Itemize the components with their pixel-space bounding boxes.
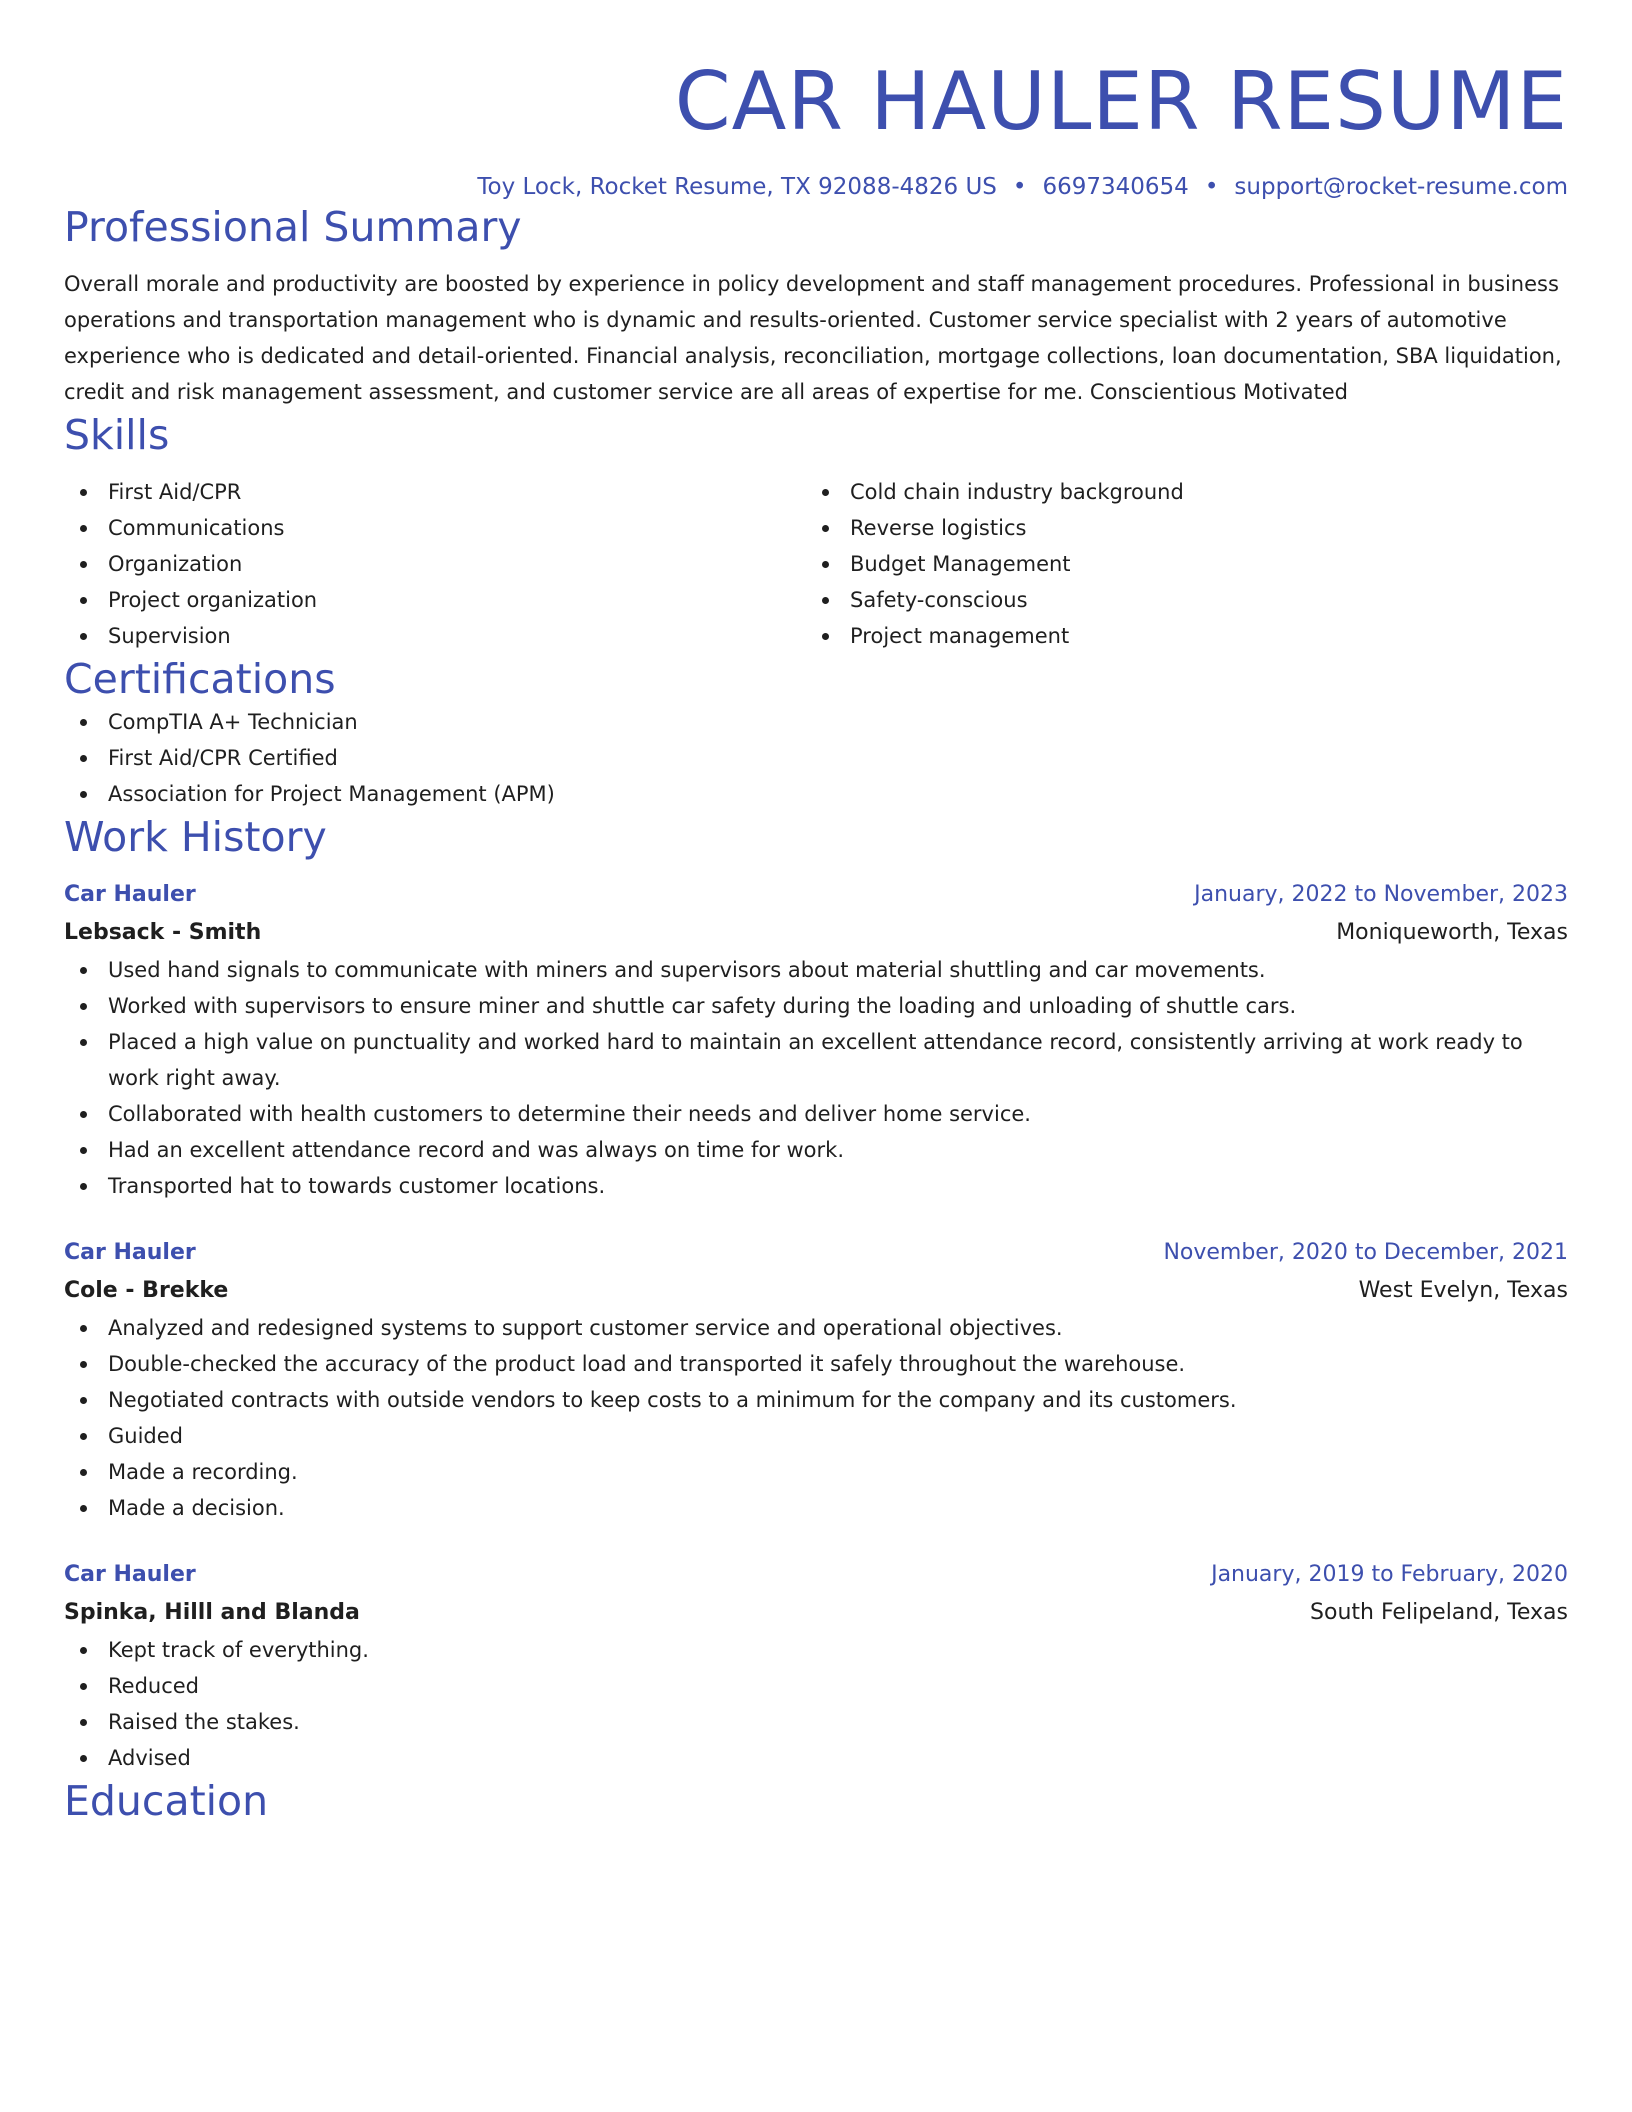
job-entry — [64, 876, 1568, 1204]
job-duty: Made a recording. — [64, 1454, 1568, 1490]
skill-item: Project management — [806, 618, 1548, 654]
certifications-list — [64, 704, 1568, 812]
job-location: South Felipeland, Texas — [1310, 1600, 1568, 1625]
skill-item: Safety-conscious — [806, 582, 1548, 618]
skill-item: Organization — [64, 546, 806, 582]
job-duty: Reduced — [64, 1668, 1568, 1704]
skill-item: First Aid/CPR — [64, 474, 806, 510]
certification-item: First Aid/CPR Certified — [64, 740, 1568, 776]
skill-item: Supervision — [64, 618, 806, 654]
job-company-row — [64, 1272, 1568, 1310]
job-duty: Had an excellent attendance record and was always on time for work. — [64, 1132, 1568, 1168]
job-entry — [64, 1234, 1568, 1526]
job-position: Car Hauler — [64, 1240, 196, 1265]
job-entry — [64, 1556, 1568, 1776]
job-duty: Placed a high value on punctuality and worked hard to maintain an excellent attendance record, consistently arriving at work ready to work right away. — [64, 1024, 1568, 1096]
skill-item: Project organization — [64, 582, 806, 618]
job-header-row — [64, 1556, 1568, 1594]
contact-line — [64, 172, 1568, 202]
job-duty: Guided — [64, 1418, 1568, 1454]
job-dates: January, 2019 to February, 2020 — [1211, 1562, 1568, 1587]
job-duty: Worked with supervisors to ensure miner and shuttle car safety during the loading and unloading of shuttle cars. — [64, 988, 1568, 1024]
skills-right-column — [806, 474, 1548, 654]
job-location: Moniqueworth, Texas — [1336, 920, 1568, 945]
job-duties-list — [64, 952, 1568, 1204]
skills-columns — [64, 474, 1568, 654]
skill-item: Reverse logistics — [806, 510, 1548, 546]
job-duty: Transported hat to towards customer locations. — [64, 1168, 1568, 1204]
contact-email[interactable]: support@rocket-resume.com — [1234, 174, 1568, 200]
job-duty: Used hand signals to communicate with miners and supervisors about material shuttling and car movements. — [64, 952, 1568, 988]
job-duties-list — [64, 1632, 1568, 1776]
resume-title: CAR HAULER RESUME — [674, 55, 1568, 148]
skills-heading: Skills — [64, 411, 170, 459]
resume-page — [64, 0, 1568, 1826]
skills-right-list — [806, 474, 1548, 654]
job-duty: Analyzed and redesigned systems to support customer service and operational objectives. — [64, 1310, 1568, 1346]
skill-item: Budget Management — [806, 546, 1548, 582]
job-duties-list — [64, 1310, 1568, 1526]
contact-separator: • — [1012, 174, 1027, 200]
job-company: Spinka, Hilll and Blanda — [64, 1600, 360, 1625]
job-header-row — [64, 1234, 1568, 1272]
job-location: West Evelyn, Texas — [1358, 1278, 1568, 1303]
job-dates: November, 2020 to December, 2021 — [1163, 1240, 1568, 1265]
summary-heading: Professional Summary — [64, 203, 522, 251]
contact-address: Toy Lock, Rocket Resume, TX 92088-4826 US — [477, 174, 997, 200]
job-company: Cole - Brekke — [64, 1278, 229, 1303]
job-position: Car Hauler — [64, 1562, 196, 1587]
job-dates: January, 2022 to November, 2023 — [1194, 882, 1568, 907]
skills-left-list — [64, 474, 806, 654]
job-duty: Negotiated contracts with outside vendors to keep costs to a minimum for the company and its customers. — [64, 1382, 1568, 1418]
certification-item: Association for Project Management (APM) — [64, 776, 1568, 812]
summary-text: Overall morale and productivity are boosted by experience in policy development and staff management procedures. Professional in business operations and transportation management who is dynamic and results-oriented. Customer service specialist with 2 years of automotive experience who is dedicated and detail-oriented. Financial analysis, reconciliation, mortgage collections, loan documentation, SBA liquidation, credit and risk management assessment, and customer service are all areas of expertise for me. Conscientious Motivated — [64, 272, 1562, 404]
job-position: Car Hauler — [64, 882, 196, 907]
skills-left-column — [64, 474, 806, 654]
job-duty: Double-checked the accuracy of the product load and transported it safely throughout the warehouse. — [64, 1346, 1568, 1382]
job-duty: Made a decision. — [64, 1490, 1568, 1526]
job-duty: Advised — [64, 1740, 1568, 1776]
job-header-row — [64, 876, 1568, 914]
work-history-heading: Work History — [64, 813, 327, 861]
job-company-row — [64, 1594, 1568, 1632]
contact-phone: 6697340654 — [1042, 174, 1189, 200]
job-duty: Raised the stakes. — [64, 1704, 1568, 1740]
education-heading: Education — [64, 1777, 269, 1825]
certifications-heading: Certifications — [64, 655, 336, 703]
job-duty: Collaborated with health customers to determine their needs and deliver home service. — [64, 1096, 1568, 1132]
contact-separator: • — [1204, 174, 1219, 200]
job-company: Lebsack - Smith — [64, 920, 262, 945]
job-company-row — [64, 914, 1568, 952]
job-duty: Kept track of everything. — [64, 1632, 1568, 1668]
skill-item: Cold chain industry background — [806, 474, 1548, 510]
skill-item: Communications — [64, 510, 806, 546]
certification-item: CompTIA A+ Technician — [64, 704, 1568, 740]
